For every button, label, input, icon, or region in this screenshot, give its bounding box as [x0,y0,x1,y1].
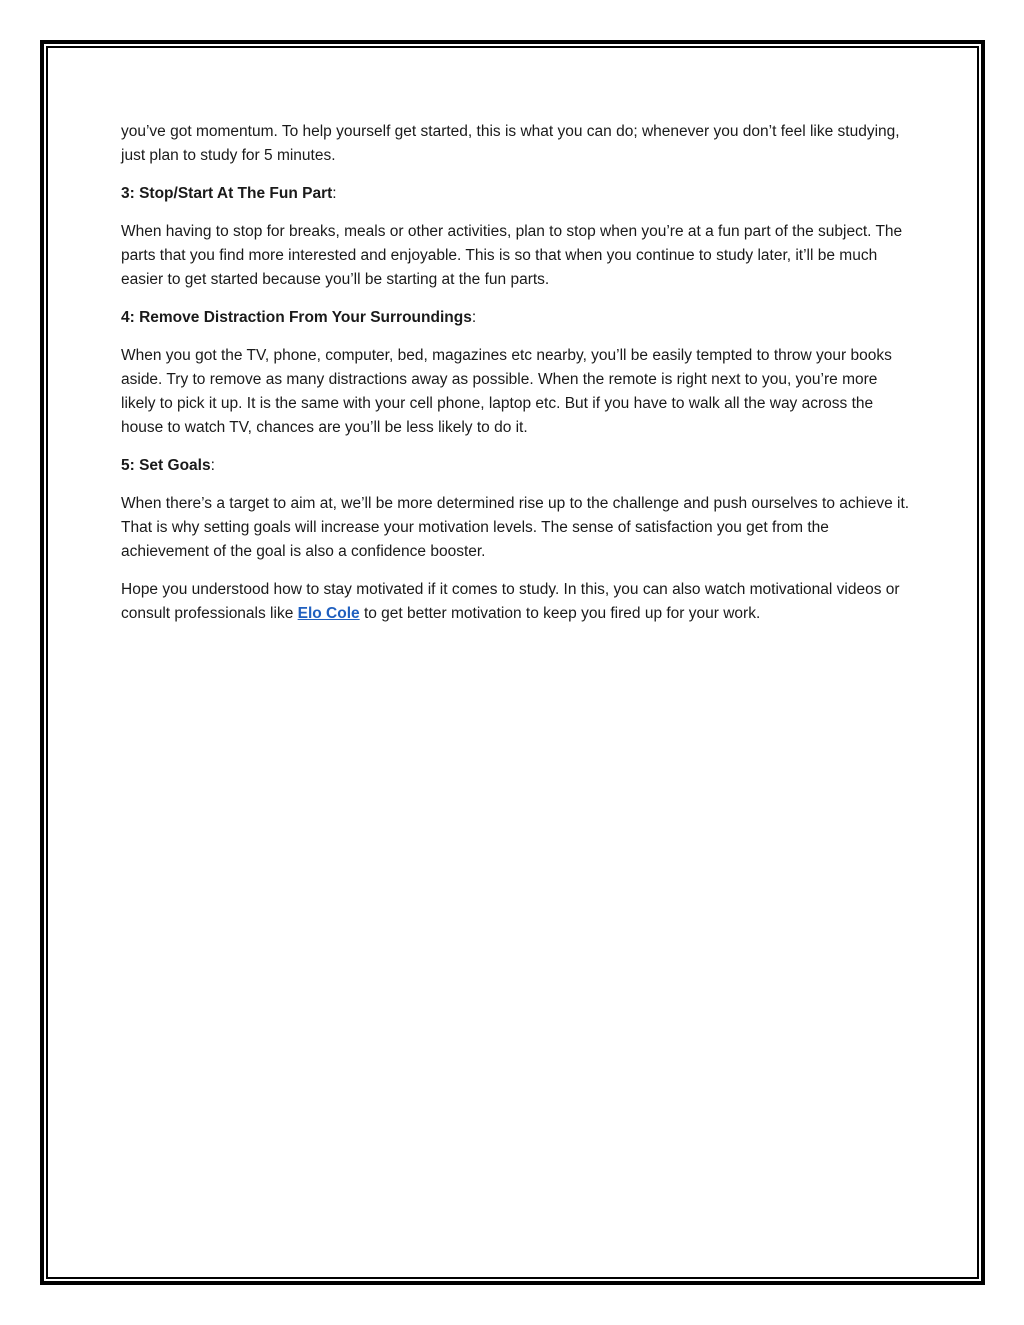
section-heading-remove-distraction [121,306,911,330]
heading-colon: : [332,185,337,202]
section-heading-set-goals [121,454,911,478]
section-heading-text: 3: Stop/Start At The Fun Part [121,185,333,202]
section-heading-text: 5: Set Goals [121,457,211,474]
section-heading-text: 4: Remove Distraction From Your Surroundings [121,309,472,326]
section-heading-stop-start [121,182,911,206]
section-paragraph-set-goals: When there’s a target to aim at, we’ll be more determined rise up to the challenge and push ourselves to achieve it. That is why setting goals will increase your motivation levels. The sense of satisfaction you get from the achievement of the goal is also a confidence booster. [121,495,910,560]
closing-text-after-link: to get better motivation to keep you fired up for your work. [359,605,761,622]
section-paragraph-remove-distraction: When you got the TV, phone, computer, bed, magazines etc nearby, you’ll be easily tempted to throw your books aside. Try to remove as many distractions away as possible. When the remote is right next to you, you’re more likely to pick it up. It is the same with your cell phone, laptop etc. But if you have to walk all the way across the house to watch TV, chances are you’ll be less likely to do it. [121,347,892,436]
intro-paragraph: you’ve got momentum. To help yourself get started, this is what you can do; whenever you don’t feel like studying, just plan to study for 5 minutes. [121,123,900,164]
elo-cole-link[interactable]: Elo Cole [297,605,360,622]
closing-text-before-link: Hope you understood how to stay motivated if it comes to study. In this, you can also watch motivational videos or consult professionals like [121,581,900,622]
document-body [121,120,911,640]
closing-paragraph [121,578,911,626]
heading-colon: : [471,309,477,326]
section-paragraph-stop-start: When having to stop for breaks, meals or other activities, plan to stop when you’re at a fun part of the subject. The parts that you find more interested and enjoyable. This is so that when you continue to study later, it’ll be much easier to get started because you’ll be starting at the fun parts. [121,223,903,288]
heading-colon: : [210,457,215,474]
